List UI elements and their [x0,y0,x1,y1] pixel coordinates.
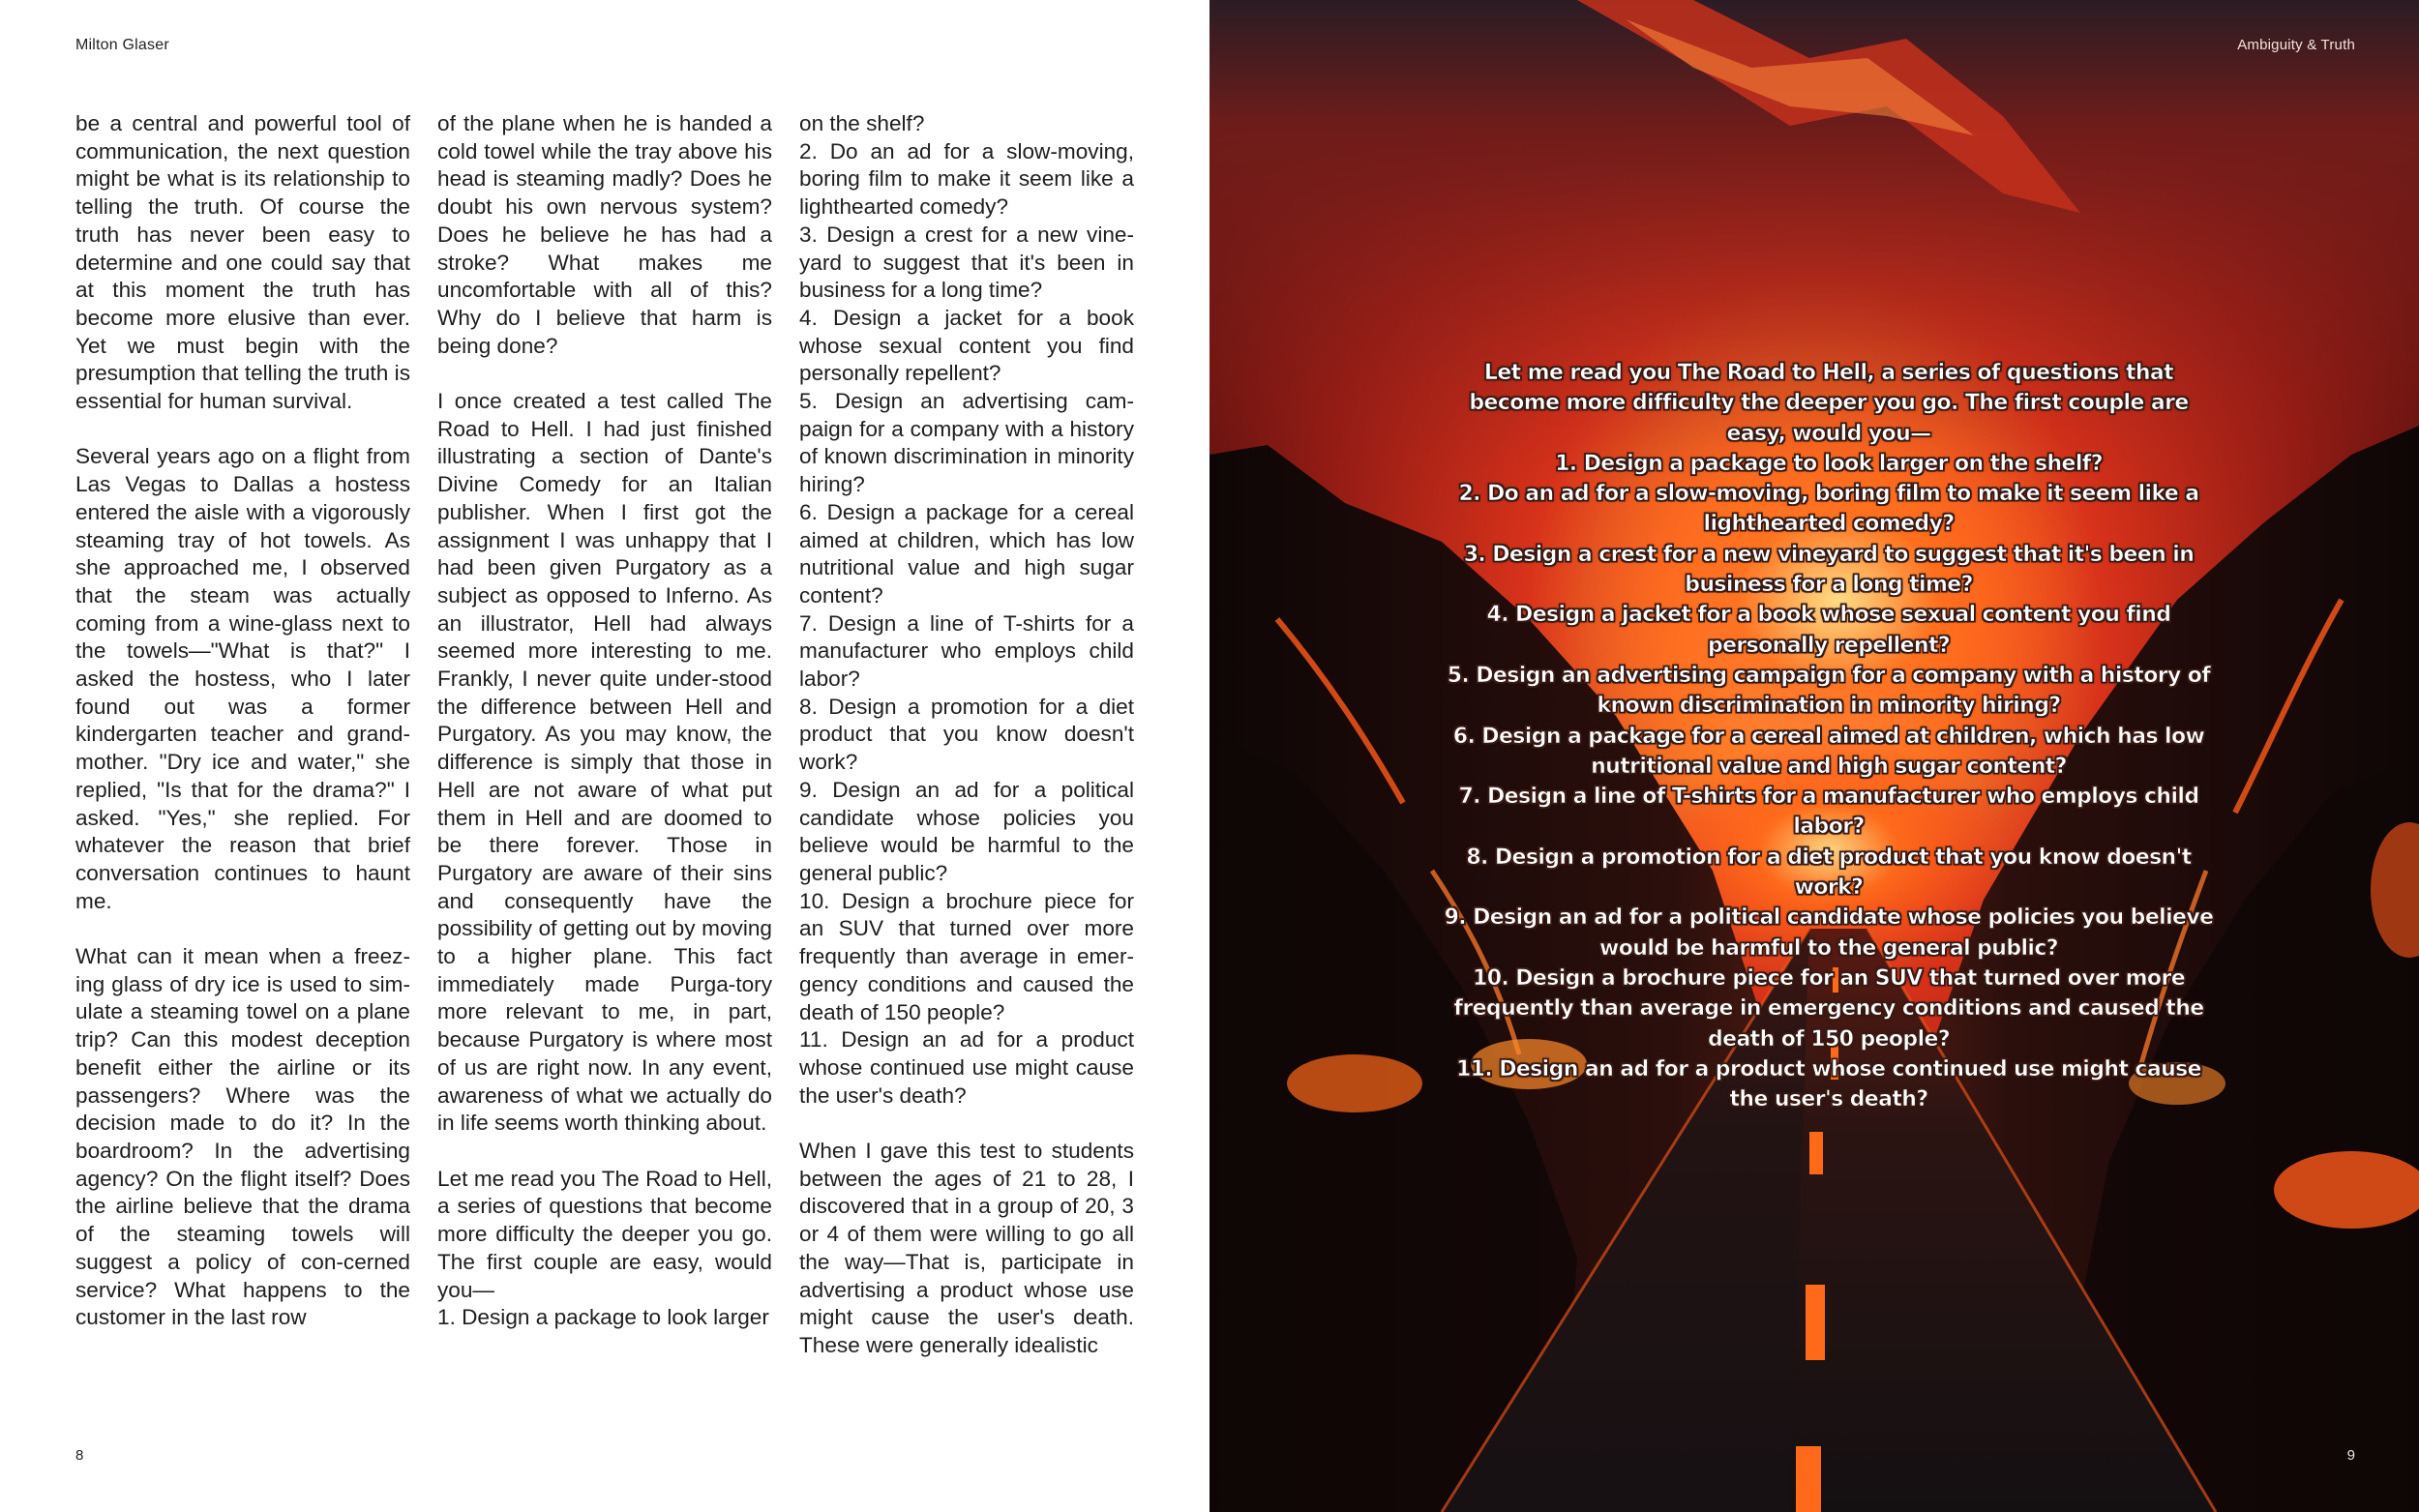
running-head-author: Milton Glaser [75,37,169,53]
overlay-item: 1. Design a package to look larger on the shelf? [1555,451,2103,476]
list-item: on the shelf? [799,111,925,135]
list-item: 5. Design an advertising cam-paign for a company with a history of known discrimination in minority hiring? [799,389,1134,497]
list-item: 1. Design a package to look larger [437,1305,769,1330]
overlay-intro: Let me read you The Road to Hell, a series of questions that become more difficulty the deeper you go. The first couple are easy, would you— [1469,361,2189,446]
paragraph: I once created a test called The Road to Hell. I had just finished illustrating a section of Dante's Divine Comedy for an Italian publisher. When I first got the assignment I was unhappy that I had been given Purgatory as a subject as opposed to Inferno. As an illustrator, Hell had always seemed more interesting to me. Frankly, I never quite under-stood the difference between Hell and Purgatory. As you may know, the difference is simply that those in Hell are not aware of what put them in Hell and are doomed to be there forever. Those in Purgatory are aware of their sins and consequently have the possibility of getting out by moving to a higher plane. This fact immediately made Purga-tory more relevant to me, in part, because Purgatory is where most of us are right now. In any event, awareness of what we actually do in life seems worth thinking about. [437,389,772,1136]
overlay-item: 6. Design a package for a cereal aimed at children, which has low nutritional value and high sugar content? [1452,724,2205,779]
text-column-3 [799,110,1134,1360]
list-item: 4. Design a jacket for a book whose sexual content you find personally repellent? [799,305,1134,386]
list-item: 9. Design an ad for a political candidate whose policies you believe would be harmful to the general public? [799,777,1134,885]
overlay-item: 5. Design an advertising campaign for a company with a history of known discrimination in minority hiring? [1447,663,2211,719]
list-item: 10. Design a brochure piece for an SUV that turned over more frequently than average in emer-gency conditions and caused the death of 150 people? [799,888,1134,1024]
overlay-item: 3. Design a crest for a new vineyard to suggest that it's been in business for a long time? [1463,542,2195,598]
right-page [1210,0,2419,1512]
list-item: 8. Design a promotion for a diet product that you know doesn't work? [799,694,1134,775]
paragraph: Let me read you The Road to Hell, a series of questions that become more difficulty the deeper you go. The first couple are easy, would you— [437,1166,772,1302]
paragraph: What can it mean when a freez-ing glass of dry ice is used to sim-ulate a steaming towel on a plane trip? Can this modest deception benefit either the airline or its passengers? Where was the decision made to do it? In the boardroom? In the advertising agency? On the flight itself? Does the airline believe that the drama of the steaming towels will suggest a policy of con-cerned service? What happens to the customer in the last row [75,944,410,1330]
overlay-item: 7. Design a line of T-shirts for a manufacturer who employs child labor? [1458,785,2199,840]
paragraph: When I gave this test to students between the ages of 21 to 28, I discovered that in a group of 20, 3 or 4 of them were willing to go all the way—That is, participate in advertising a product whose use might cause the user's death. These were generally idealistic [799,1139,1134,1357]
overlay-item: 2. Do an ad for a slow-moving, boring film to make it seem like a lighthearted comedy? [1458,482,2199,537]
road-to-hell-overlay [1442,358,2216,1114]
paragraph: Several years ago on a flight from Las Vegas to Dallas a hostess entered the aisle with a vigorously steaming tray of hot towels. As she approached me, I observed that the steam was actually coming from a wine-glass next to the towels—"What is that?" I asked the hostess, who I later found out was a former kindergarten teacher and grand-mother. "Dry ice and water," she replied, "Is that for the drama?" I asked. "Yes," she replied. For whatever the reason that brief conversation continues to haunt me. [75,444,410,913]
list-item: 3. Design a crest for a new vine-yard to suggest that it's been in business for a long time? [799,222,1134,303]
list-item: 11. Design an ad for a product whose continued use might cause the user's death? [799,1027,1134,1108]
running-head-title: Ambiguity & Truth [2237,37,2355,53]
page-number-left: 8 [75,1447,84,1464]
overlay-item: 9. Design an ad for a political candidate whose policies you believe would be harmful to the general public? [1444,905,2214,961]
overlay-item: 4. Design a jacket for a book whose sexual content you find personally repellent? [1486,603,2171,658]
overlay-item: 11. Design an ad for a product whose continued use might cause the user's death? [1455,1056,2202,1112]
text-column-2 [437,110,772,1332]
list-item: 7. Design a line of T-shirts for a manufacturer who employs child labor? [799,610,1134,692]
paragraph: be a central and powerful tool of communication, the next question might be what is its relationship to telling the truth. Of course the truth has never been easy to determine and one could say that at this moment the truth has become more elusive than ever. Yet we must begin with the presumption that telling the truth is essential for human survival. [75,111,410,414]
page-number-right: 9 [2346,1447,2355,1464]
paragraph: of the plane when he is handed a cold towel while the tray above his head is steaming madly? Does he doubt his own nervous system? Does he believe he has had a stroke? What makes me uncomfortable with all of this? Why do I believe that harm is being done? [437,111,772,358]
overlay-item: 10. Design a brochure piece for an SUV that turned over more frequently than average in emergency conditions and caused the death of 150 people? [1453,965,2204,1052]
list-item: 2. Do an ad for a slow-moving, boring film to make it seem like a lighthearted comedy? [799,138,1134,220]
overlay-item: 8. Design a promotion for a diet product that you know doesn't work? [1466,845,2192,901]
text-column-1 [75,110,410,1332]
list-item: 6. Design a package for a cereal aimed at children, which has low nutritional value and high sugar content? [799,499,1134,608]
